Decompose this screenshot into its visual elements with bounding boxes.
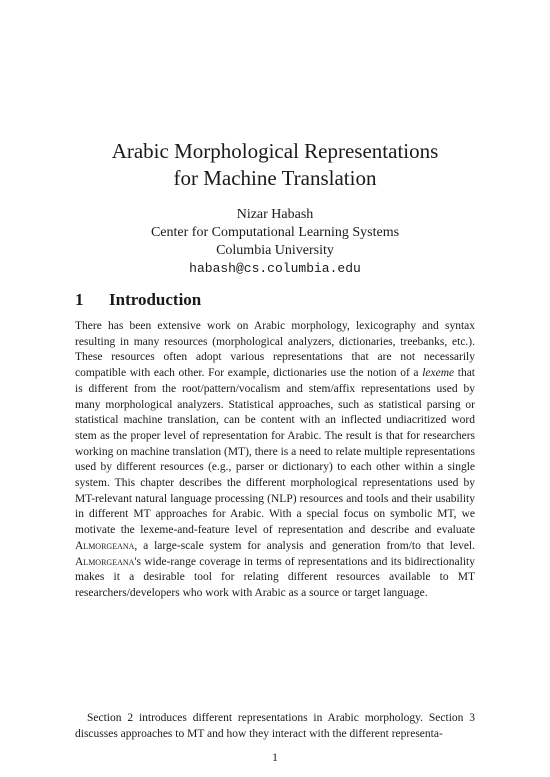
- system-name-almorgeana: Almorgeana: [75, 539, 135, 552]
- section-title: Introduction: [109, 290, 202, 309]
- paragraph-1-part-3: , a large-scale system for analysis and generation from/to that level.: [134, 539, 475, 552]
- paragraph-1-part-2: that is different from the root/pattern/vocalism and stem/affix representations used by many morphological analyzers. Statistical approaches, such as statistical parsing or statistical machine translation, can be content with an inflected undiacritized word stem as the proper level of representation for Arabic. The result is that for researchers working on machine translation (MT), there is a need to relate multiple representations used by different resources (e.g., parser or dictionary) to each other within a single system. This chapter describes the different morphological representations used by MT-relevant natural language processing (NLP) resources and tools and their usability in different MT approaches for Arabic. With a special focus on symbolic MT, we motivate the lexeme-and-feature level of representation and describe and evaluate: [75, 367, 476, 537]
- paper-title-line-1: Arabic Morphological Representations: [111, 139, 439, 163]
- term-lexeme: lexeme: [422, 367, 455, 380]
- paragraph-1: [75, 319, 475, 602]
- author-name: Nizar Habash: [236, 207, 314, 222]
- paragraph-1-part-4: 's wide-range coverage in terms of representations and its bidirectionality makes it a desirable tool for relating different resources available to MT researchers/developers who work with Arabic as a source or target language.: [75, 555, 475, 599]
- author-email: habash@cs.columbia.edu: [189, 261, 361, 276]
- section-heading: [75, 290, 201, 310]
- paragraph-2: Section 2 introduces different representations in Arabic morphology. Section 3 discusses approaches to MT and how they interact with the different representa-: [75, 712, 475, 740]
- author-affiliation: Center for Computational Learning Systems: [150, 225, 400, 240]
- paper-title-line-2: for Machine Translation: [173, 166, 377, 190]
- paragraph-1-part-1: There has been extensive work on Arabic morphology, lexicography and syntax resulting in many resources (morphological analyzers, dictionaries, treebanks, etc.). These resources often adopt various representations that are not necessarily compatible with each other. For example, dictionaries use the notion of a: [75, 320, 475, 380]
- author-university: Columbia University: [216, 243, 334, 258]
- page-number: 1: [272, 752, 278, 764]
- system-name-almorgeana-2: Almorgeana: [75, 555, 135, 568]
- section-number: 1: [75, 290, 84, 309]
